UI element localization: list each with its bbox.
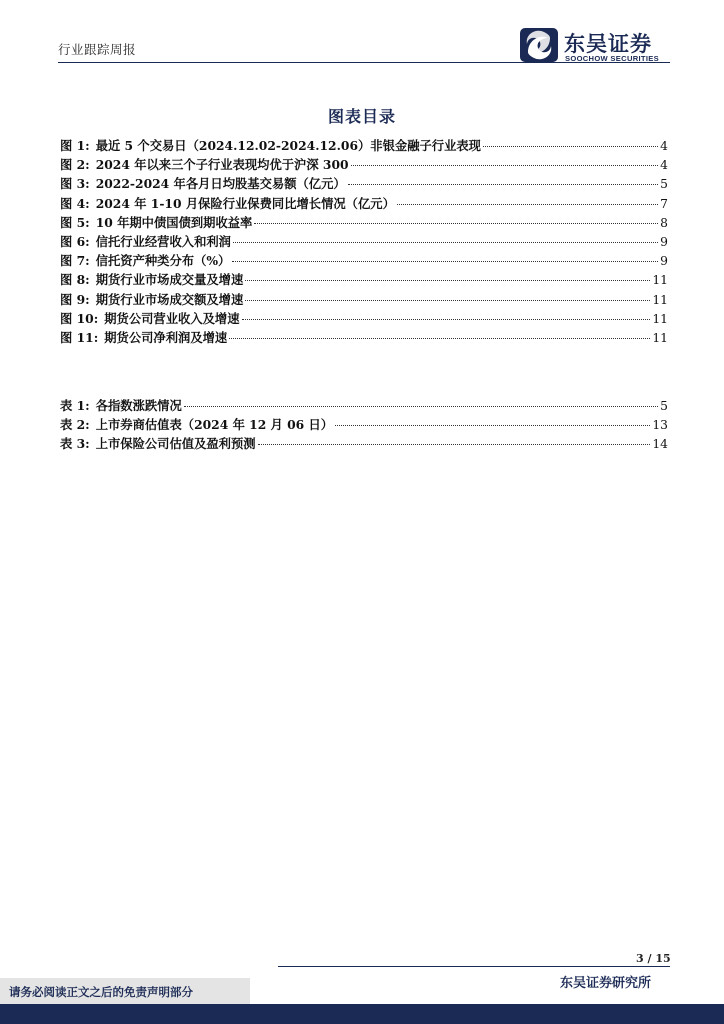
toc-entry-title: 上市保险公司估值及盈利预测 <box>95 436 256 452</box>
toc-entry-page: 11 <box>652 311 668 326</box>
toc-entry-label: 图 8: <box>60 272 90 288</box>
toc-dot-leader <box>184 406 658 407</box>
table-list <box>60 396 668 454</box>
toc-figure-entry[interactable] <box>60 270 668 289</box>
toc-title: 图表目录 <box>327 107 396 126</box>
toc-entry-page: 9 <box>660 234 668 249</box>
toc-entry-title: 信托资产种类分布（%） <box>95 253 231 269</box>
toc-figure-entry[interactable] <box>60 155 668 174</box>
toc-entry-label: 表 2: <box>60 417 90 433</box>
toc-entry-page: 4 <box>660 158 668 173</box>
toc-entry-page: 11 <box>652 330 668 345</box>
toc-entry-title: 期货行业市场成交额及增速 <box>95 291 244 307</box>
toc-entry-label: 图 6: <box>60 233 90 249</box>
toc-table-entry[interactable] <box>60 415 668 434</box>
page-number: 3 / 15 <box>636 952 671 965</box>
toc-dot-leader <box>245 280 650 281</box>
footer-brand: 东吴证券研究所 <box>560 976 652 991</box>
disclaimer-text: 请务必阅读正文之后的免责声明部分 <box>9 985 193 999</box>
figure-list <box>60 136 668 347</box>
toc-dot-leader <box>229 338 650 339</box>
toc-entry-title: 2022-2024 年各月日均股基交易额（亿元） <box>95 176 346 192</box>
logo-english-name: SOOCHOW SECURITIES <box>565 54 659 63</box>
toc-entry-page: 9 <box>660 254 668 269</box>
toc-table-entry[interactable] <box>60 396 668 415</box>
toc-entry-label: 图 4: <box>60 195 90 211</box>
toc-dot-leader <box>245 300 650 301</box>
toc-entry-page: 7 <box>660 196 668 211</box>
logo-chinese-name: 东吴证券 <box>564 32 652 56</box>
toc-dot-leader <box>232 261 658 262</box>
toc-entry-title: 2024 年 1-10 月保险行业保费同比增长情况（亿元） <box>95 195 395 211</box>
toc-dot-leader <box>348 184 658 185</box>
toc-table-entry[interactable] <box>60 434 668 453</box>
toc-figure-entry[interactable] <box>60 136 668 155</box>
toc-entry-page: 5 <box>660 399 668 413</box>
toc-entry-title: 期货行业市场成交量及增速 <box>95 272 244 288</box>
toc-entry-label: 图 9: <box>60 291 90 307</box>
toc-dot-leader <box>351 165 659 166</box>
toc-figure-entry[interactable] <box>60 328 668 347</box>
toc-figure-entry[interactable] <box>60 309 668 328</box>
soochow-swirl-icon <box>520 26 560 66</box>
toc-entry-title: 2024 年以来三个子行业表现均优于沪深 300 <box>95 157 349 173</box>
toc-entry-page: 4 <box>660 139 668 153</box>
toc-entry-page: 11 <box>652 292 668 307</box>
toc-entry-title: 期货公司净利润及增速 <box>104 329 228 345</box>
toc-entry-page: 11 <box>652 273 668 288</box>
toc-entry-label: 图 11: <box>60 329 99 345</box>
toc-entry-title: 信托行业经营收入和利润 <box>95 233 231 249</box>
toc-figure-entry[interactable] <box>60 174 668 193</box>
toc-entry-page: 8 <box>660 215 668 230</box>
toc-figure-entry[interactable] <box>60 194 668 213</box>
toc-entry-title: 期货公司营业收入及增速 <box>104 310 240 326</box>
toc-dot-leader <box>233 242 658 243</box>
footer-divider <box>278 966 670 967</box>
toc-entry-label: 图 7: <box>60 253 90 269</box>
toc-entry-title: 上市券商估值表（2024 年 12 月 06 日） <box>95 417 334 433</box>
toc-entry-page: 5 <box>660 177 668 192</box>
toc-figure-entry[interactable] <box>60 290 668 309</box>
report-type-label: 行业跟踪周报 <box>58 42 137 57</box>
toc-entry-label: 表 3: <box>60 436 90 452</box>
toc-entry-title: 各指数涨跌情况 <box>95 398 182 413</box>
header-divider <box>58 62 670 63</box>
footer-bar <box>0 1004 724 1024</box>
toc-entry-label: 图 3: <box>60 176 90 192</box>
company-logo <box>520 26 680 66</box>
toc-entry-page: 14 <box>652 437 668 452</box>
toc-entry-label: 图 5: <box>60 214 90 230</box>
toc-dot-leader <box>483 146 658 147</box>
toc-figure-entry[interactable] <box>60 232 668 251</box>
toc-entry-label: 表 1: <box>60 398 90 413</box>
toc-figure-entry[interactable] <box>60 213 668 232</box>
toc-dot-leader <box>397 204 658 205</box>
toc-dot-leader <box>242 319 651 320</box>
toc-entry-label: 图 10: <box>60 310 99 326</box>
toc-entry-title: 最近 5 个交易日（2024.12.02-2024.12.06）非银金融子行业表现 <box>95 138 481 153</box>
toc-figure-entry[interactable] <box>60 251 668 270</box>
toc-dot-leader <box>254 223 658 224</box>
toc-dot-leader <box>335 425 650 426</box>
toc-entry-page: 13 <box>652 418 668 433</box>
toc-entry-label: 图 1: <box>60 138 90 153</box>
toc-dot-leader <box>258 444 651 445</box>
toc-entry-label: 图 2: <box>60 157 90 173</box>
toc-entry-title: 10 年期中债国债到期收益率 <box>95 214 253 230</box>
